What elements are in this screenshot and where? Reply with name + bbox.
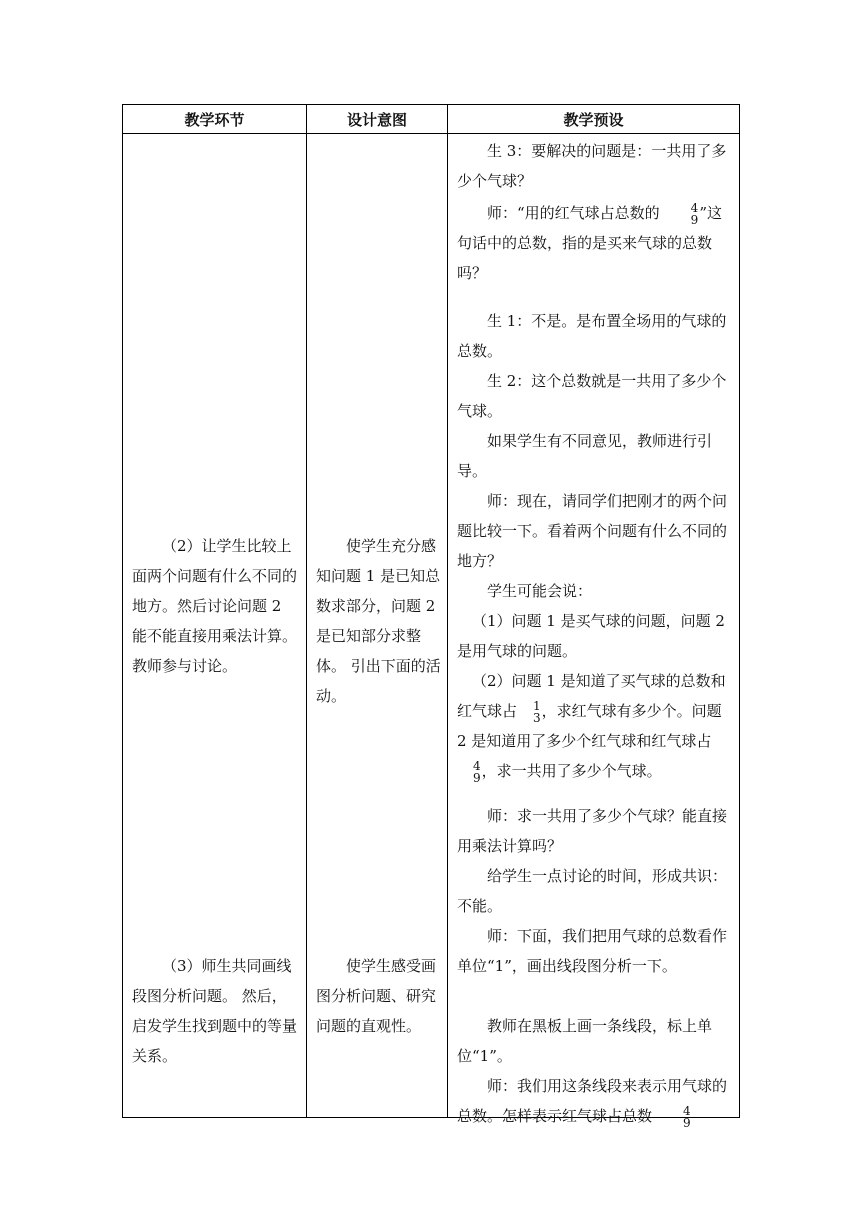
plan-para: 师：“用的红气球占总数的 4 9 ”这句话中的总数，指的是买来气球的总数吗？ bbox=[457, 201, 722, 282]
teaching-plan-cell bbox=[448, 134, 740, 1130]
step-2-text: （2）让学生比较上面两个问题有什么不同的地方。然后讨论问题 2 能不能直接用乘法计算。教师参与讨论。 bbox=[132, 537, 298, 675]
teaching-step-cell bbox=[123, 134, 307, 1118]
plan-para: 生 1：不是。是布置全场用的气球的总数。 bbox=[457, 312, 727, 360]
intent-3-text: 使学生感受画图分析问题、研究问题的直观性。 bbox=[316, 957, 437, 1035]
fraction-one-third: 1 3 bbox=[533, 699, 541, 725]
header-design-intent: 设计意图 bbox=[307, 105, 448, 134]
plan-para: 给学生一点讨论的时间，形成共识：不能。 bbox=[457, 867, 728, 915]
design-intent-cell bbox=[307, 134, 448, 1118]
plan-para: 生 3：要解决的问题是：一共用了多少个气球？ bbox=[457, 142, 727, 190]
plan-para: （2）问题 1 是知道了买气球的总数和红气球占 1 3 ，求红气球有多少个。问题 2 是知道用了多少个红气球和红气球占 4 9 ，求一共用了多少个气球。 bbox=[457, 672, 726, 785]
plan-para: 师：求一共用了多少个气球？能直接用乘法计算吗？ bbox=[457, 807, 728, 855]
plan-para: 如果学生有不同意见，教师进行引导。 bbox=[457, 432, 713, 480]
table-header-row bbox=[123, 105, 740, 134]
plan-para: （1）问题 1 是买气球的问题，问题 2 是用气球的问题。 bbox=[457, 612, 725, 660]
plan-para: 师：下面，我们把用气球的总数看作单位“1”，画出线段图分析一下。 bbox=[457, 927, 728, 975]
plan-para: 学生可能会说： bbox=[487, 582, 593, 600]
plan-para: 师：现在，请同学们把刚才的两个问题比较一下。看着两个问题有什么不同的地方？ bbox=[457, 492, 728, 570]
fraction-four-ninths: 4 9 bbox=[473, 759, 481, 785]
header-teaching-step: 教学环节 bbox=[123, 105, 307, 134]
step-3-text: （3）师生共同画线段图分析问题。 然后，启发学生找到题中的等量关系。 bbox=[132, 957, 298, 1065]
plan-para: 师：我们用这条线段来表示用气球的总数。怎样表示红气球占总数 4 9 bbox=[457, 1077, 728, 1130]
table-body-row bbox=[123, 134, 740, 1118]
fraction-four-ninths: 4 9 bbox=[690, 201, 699, 227]
lesson-table bbox=[122, 104, 740, 1130]
intent-2-text: 使学生充分感知问题 1 是已知总数求部分，问题 2 是已知部分求整体。 引出下面的活动。 bbox=[316, 537, 441, 705]
plan-para: 教师在黑板上画一条线段，标上单位“1”。 bbox=[457, 1017, 713, 1065]
header-teaching-plan: 教学预设 bbox=[448, 105, 740, 134]
fraction-four-ninths: 4 9 bbox=[683, 1104, 691, 1130]
plan-para: 生 2：这个总数就是一共用了多少个气球。 bbox=[457, 372, 727, 420]
